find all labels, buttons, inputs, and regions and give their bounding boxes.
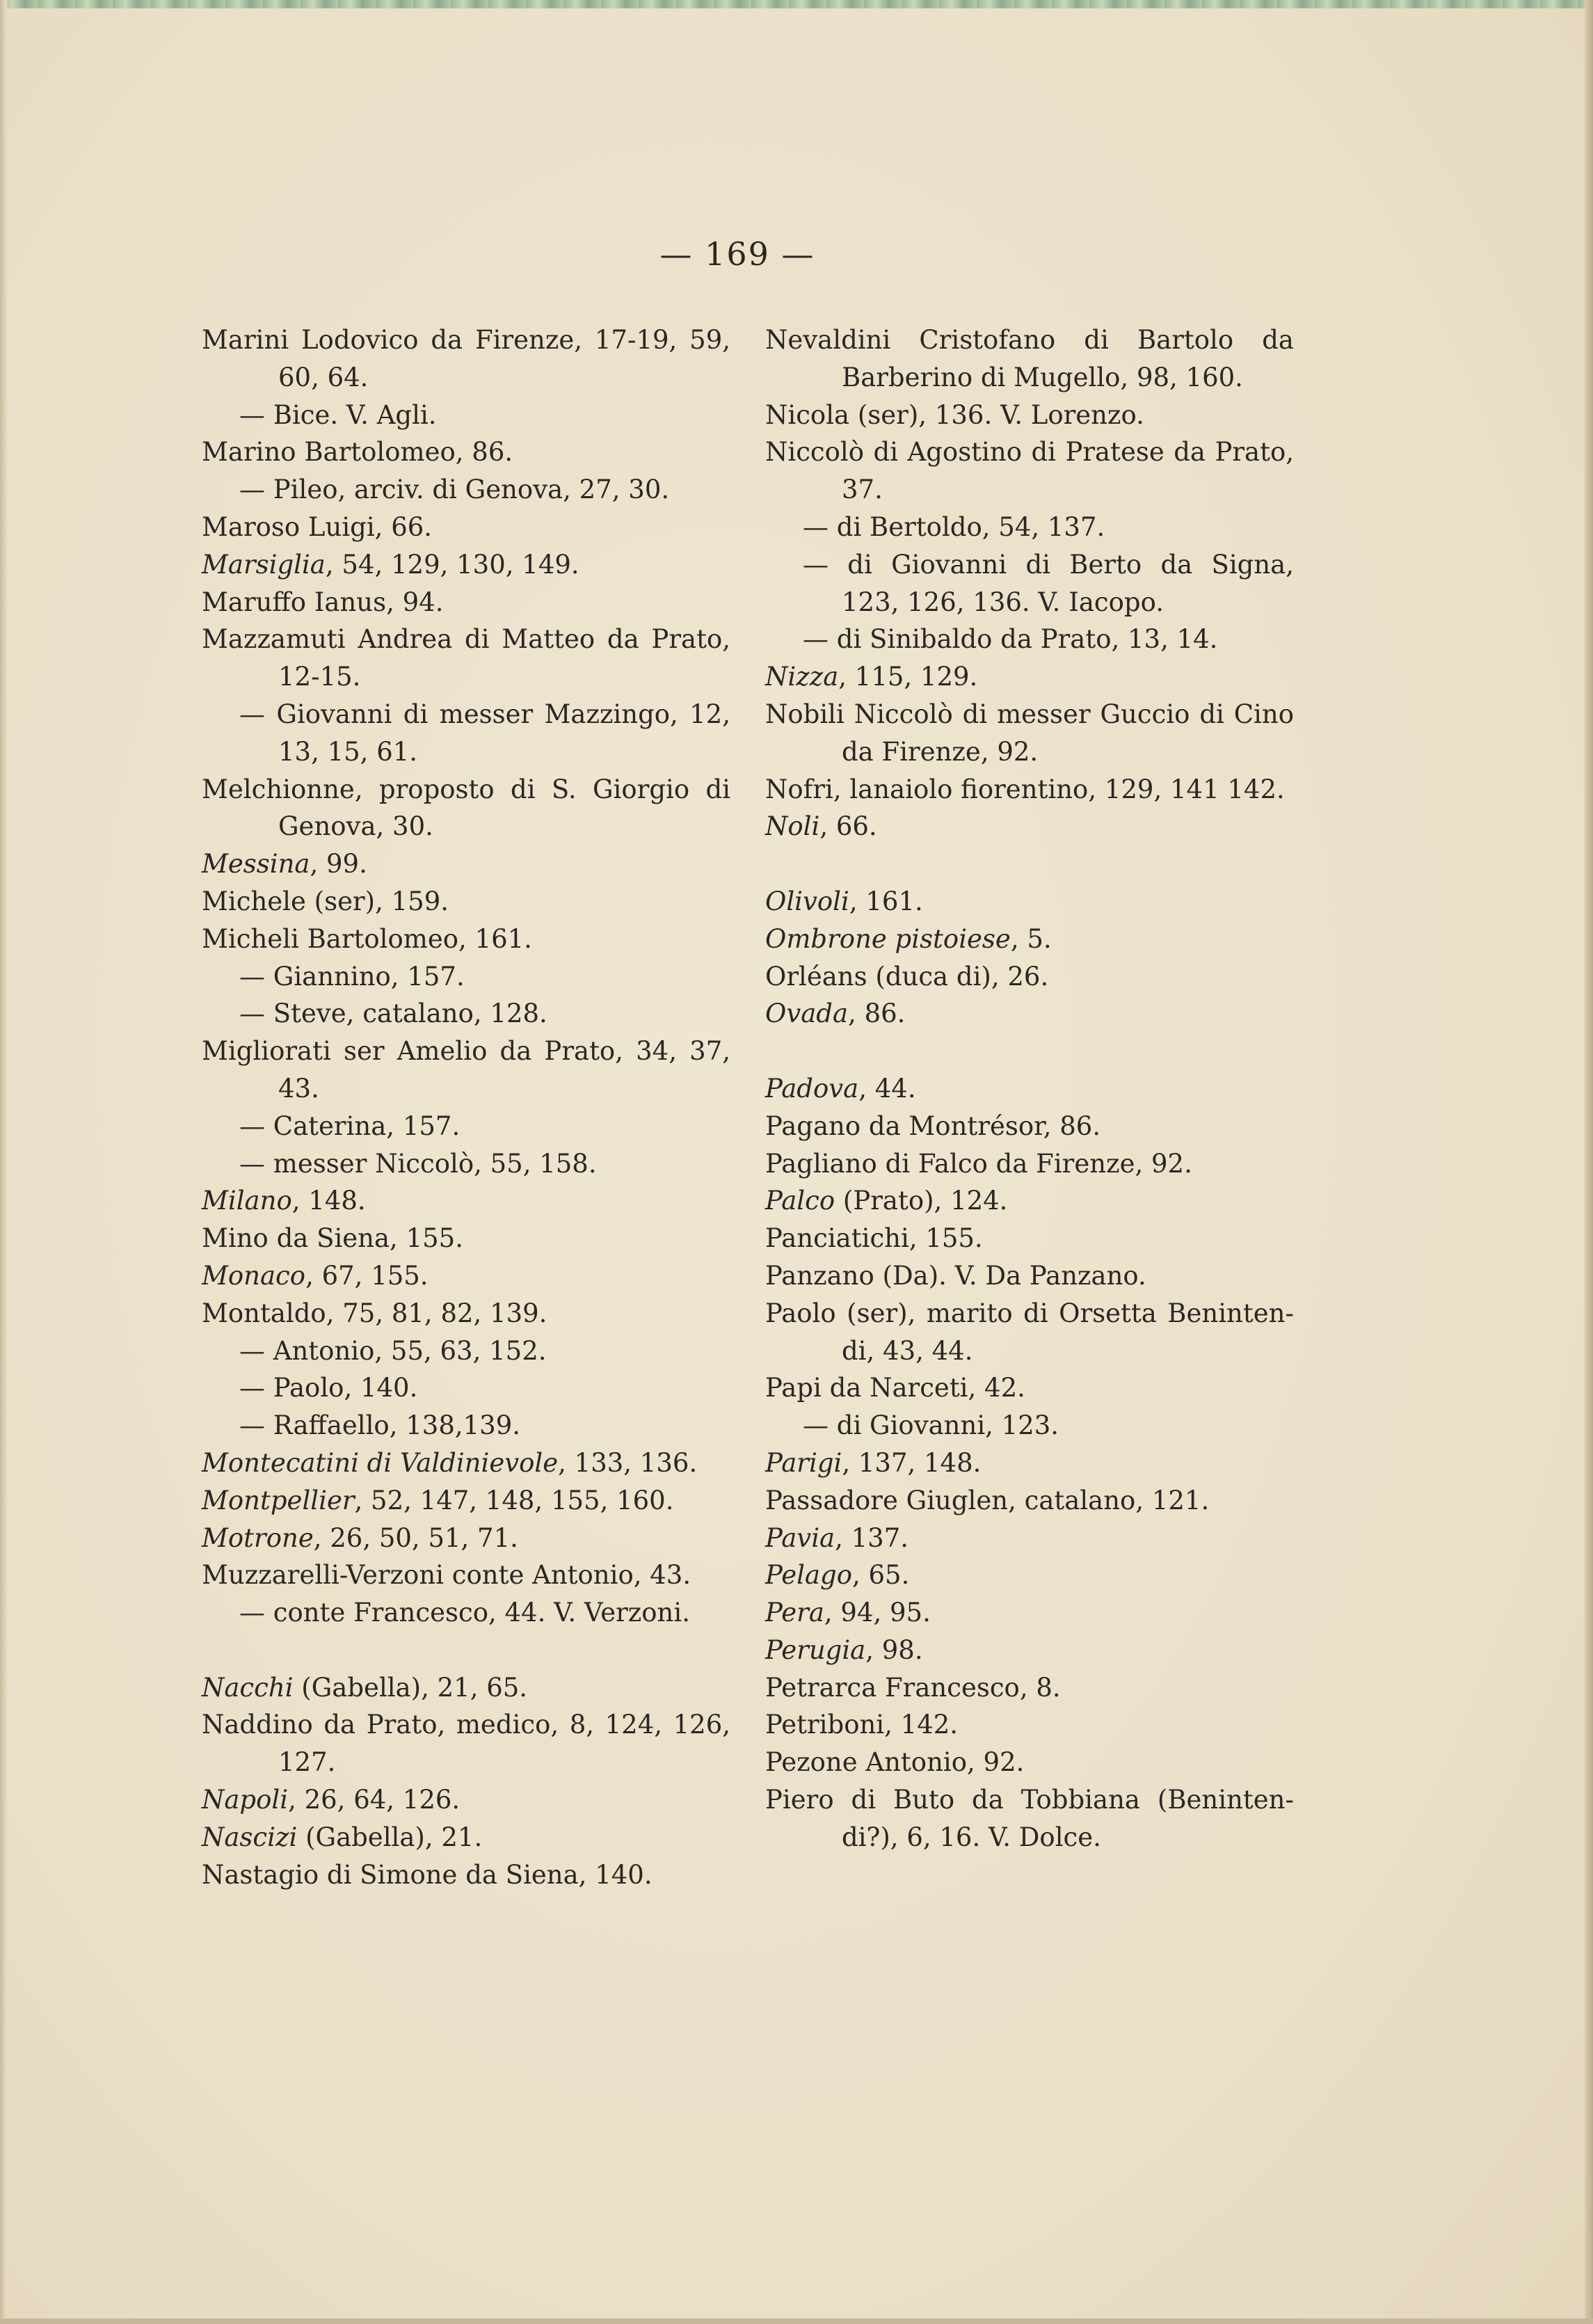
index-entry [202,509,730,546]
entry-text: Nicola (ser), 136. V. Lorenzo. [765,399,1144,430]
index-entry [765,509,1294,546]
index-entry [202,1444,730,1482]
place-name: Monaco [202,1260,306,1291]
entry-text: Maruffo Ianus, 94. [202,587,444,617]
place-name: Montecatini di Valdinievole [202,1447,559,1478]
entry-text: Naddino da Prato, medico, 8, 124, 126, 127. [202,1710,730,1778]
place-name: Motrone [202,1522,314,1553]
entry-text: , 137, 148. [842,1447,982,1478]
entry-text: Maroso Luigi, 66. [202,511,433,542]
place-name: Ovada [765,998,849,1029]
entry-text: Piero di Buto da Tobbiana (Beninten-di?), 6, 16. V. Dolce. [765,1785,1294,1852]
entry-text: — Raffaello, 138,139. [239,1410,521,1441]
index-entry [202,1669,730,1707]
index-entry [202,1033,730,1108]
index-entry [765,1220,1294,1257]
index-column-right [765,321,1294,1856]
entry-text: (Gabella), 21. [297,1822,483,1852]
place-name: Marsiglia [202,549,326,580]
bottom-page-edge [0,2318,1593,2324]
index-entry [765,958,1294,996]
index-entry [765,1594,1294,1632]
index-entry [765,1108,1294,1145]
place-name: Nascizi [202,1822,298,1852]
index-entry [202,883,730,921]
index-entry [765,771,1294,809]
entry-text: Pezone Antonio, 92. [765,1747,1025,1778]
entry-text: Montaldo, 75, 81, 82, 139. [202,1298,547,1328]
entry-text: — Antonio, 55, 63, 152. [239,1335,547,1366]
entry-text: Panzano (Da). V. Da Panzano. [765,1260,1146,1291]
index-entry [765,1407,1294,1444]
entry-text: — di Giovanni, 123. [803,1410,1059,1441]
entry-text: — di Sinibaldo da Prato, 13, 14. [803,624,1218,655]
index-entry [765,1145,1294,1183]
entry-text: Passadore Giuglen, catalano, 121. [765,1485,1210,1515]
section-gap [765,1033,1294,1070]
index-entry [202,433,730,471]
index-entry [765,1557,1294,1594]
entry-text: Marini Lodovico da Firenze, 17-19, 59, 60, 64. [202,325,730,392]
index-entry [202,1407,730,1444]
entry-text: — Giovanni di messer Mazzingo, 12, 13, 15, 61. [239,699,730,767]
index-entry [765,1744,1294,1781]
index-entry [202,1145,730,1183]
index-entry [765,995,1294,1033]
index-entry [765,321,1294,397]
entry-text: — conte Francesco, 44. V. Verzoni. [239,1598,690,1628]
entry-text: Pagliano di Falco da Firenze, 92. [765,1148,1192,1179]
place-name: Nacchi [202,1672,294,1703]
entry-text: Marino Bartolomeo, 86. [202,437,513,468]
entry-text: Muzzarelli-Verzoni conte Antonio, 43. [202,1560,691,1591]
place-name: Padova [765,1073,859,1104]
index-entry [202,771,730,846]
index-entry [202,1332,730,1370]
entry-text: , 161. [849,886,923,916]
index-entry [765,883,1294,921]
entry-text: , 44. [858,1073,916,1104]
entry-text: Michele (ser), 159. [202,886,449,916]
index-entry [202,1706,730,1781]
entry-text: Niccolò di Agostino di Pratese da Prato, 37. [765,437,1294,505]
index-entry [202,1220,730,1257]
entry-text: — Pileo, arciv. di Genova, 27, 30. [239,475,670,505]
index-entry [765,696,1294,771]
entry-text: Mazzamuti Andrea di Matteo da Prato, 12-15. [202,624,730,692]
entry-text: , 65. [851,1560,910,1591]
index-entry [765,1257,1294,1295]
index-entry [765,1706,1294,1744]
place-name: Napoli [202,1785,289,1815]
section-gap [765,845,1294,883]
entry-text: Nevaldini Cristofano di Bartolo da Barberino di Mugello, 98, 160. [765,325,1294,392]
index-entry [202,1856,730,1894]
place-name: Pera [765,1598,824,1628]
entry-text: (Prato), 124. [835,1186,1008,1216]
entry-text: , 137. [835,1522,908,1553]
entry-text: , 26, 64, 126. [288,1785,461,1815]
index-entry [765,921,1294,958]
index-entry [765,546,1294,621]
index-entry [202,1108,730,1145]
entry-text: — Bice. V. Agli. [239,399,437,430]
entry-text: Pagano da Montrésor, 86. [765,1111,1101,1141]
index-entry [765,1632,1294,1669]
place-name: Ombrone pistoiese [765,923,1011,954]
section-gap [202,1632,730,1669]
index-entry [765,397,1294,434]
index-entry [202,471,730,509]
index-entry [202,321,730,397]
entry-text: — messer Niccolò, 55, 158. [239,1148,597,1179]
index-entry [202,696,730,771]
entry-text: , 99. [310,849,367,880]
page-number: — 169 — [659,235,815,273]
index-entry [202,1520,730,1557]
entry-text: , 94, 95. [824,1598,931,1628]
index-entry [202,1594,730,1632]
entry-text: Nobili Niccolò di messer Guccio di Cino da Firenze, 92. [765,699,1294,767]
place-name: Montpellier [202,1485,355,1515]
index-entry [765,1295,1294,1370]
entry-text: , 52, 147, 148, 155, 160. [354,1485,674,1515]
entry-text: , 5. [1010,923,1052,954]
index-entry [765,1669,1294,1707]
index-entry [765,621,1294,658]
index-entry [765,1369,1294,1407]
entry-text: Nastagio di Simone da Siena, 140. [202,1859,653,1890]
index-entry [202,1819,730,1856]
entry-text: Migliorati ser Amelio da Prato, 34, 37, 43. [202,1036,730,1104]
index-entry [202,584,730,621]
entry-text: Petrarca Francesco, 8. [765,1672,1061,1703]
index-entry [765,1520,1294,1557]
entry-text: , 98. [865,1634,923,1665]
index-entry [202,921,730,958]
index-entry [202,1369,730,1407]
place-name: Parigi [765,1447,842,1478]
index-entry [202,1557,730,1594]
index-entry [202,621,730,696]
index-entry [202,1295,730,1332]
index-entry [202,1257,730,1295]
index-entry [765,433,1294,509]
place-name: Olivoli [765,886,849,916]
entry-text: — di Giovanni di Berto da Signa, 123, 126, 136. V. Iacopo. [803,549,1294,617]
entry-text: Papi da Narceti, 42. [765,1373,1025,1403]
entry-text: — Paolo, 140. [239,1373,418,1403]
cover-strip [0,0,1593,8]
index-entry [202,995,730,1033]
index-entry [202,546,730,584]
entry-text: Orléans (duca di), 26. [765,961,1049,992]
entry-text: — Giannino, 157. [239,961,465,992]
index-entry [202,958,730,996]
place-name: Palco [765,1186,835,1216]
entry-text: , 86. [848,998,906,1029]
entry-text: — di Bertoldo, 54, 137. [803,511,1105,542]
index-entry [765,1070,1294,1108]
entry-text: Nofri, lanaiolo fiorentino, 129, 141 142. [765,774,1285,804]
index-entry [202,397,730,434]
entry-text: Panciatichi, 155. [765,1223,983,1254]
place-name: Nizza [765,662,839,692]
entry-text: Petriboni, 142. [765,1710,959,1740]
index-entry [765,1182,1294,1220]
entry-text: — Caterina, 157. [239,1111,461,1141]
right-page-edge [1585,0,1593,2324]
entry-text: Paolo (ser), marito di Orsetta Beninten-di, 43, 44. [765,1298,1294,1366]
index-entry [202,1482,730,1520]
entry-text: Mino da Siena, 155. [202,1223,463,1254]
entry-text: Micheli Bartolomeo, 161. [202,923,532,954]
place-name: Milano [202,1186,292,1216]
entry-text: , 115, 129. [838,662,978,692]
left-page-edge [0,0,7,2324]
place-name: Perugia [765,1634,866,1665]
entry-text: — Steve, catalano, 128. [239,998,547,1029]
entry-text: , 26, 50, 51, 71. [313,1522,518,1553]
entry-text: (Gabella), 21, 65. [293,1672,528,1703]
index-entry [765,658,1294,696]
place-name: Pavia [765,1522,835,1553]
index-entry [202,1781,730,1819]
entry-text: , 148. [291,1186,366,1216]
entry-text: , 133, 136. [558,1447,698,1478]
place-name: Noli [765,811,820,842]
entry-text: , 54, 129, 130, 149. [325,549,579,580]
entry-text: Melchionne, proposto di S. Giorgio di Genova, 30. [202,774,730,842]
index-entry [202,1182,730,1220]
place-name: Messina [202,849,310,880]
index-column-left [202,321,730,1893]
index-entry [765,1482,1294,1520]
index-entry [202,845,730,883]
entry-text: , 67, 155. [305,1260,429,1291]
index-entry [765,1444,1294,1482]
entry-text: , 66. [819,811,877,842]
index-entry [765,808,1294,845]
place-name: Pelago [765,1560,852,1591]
index-entry [765,1781,1294,1856]
